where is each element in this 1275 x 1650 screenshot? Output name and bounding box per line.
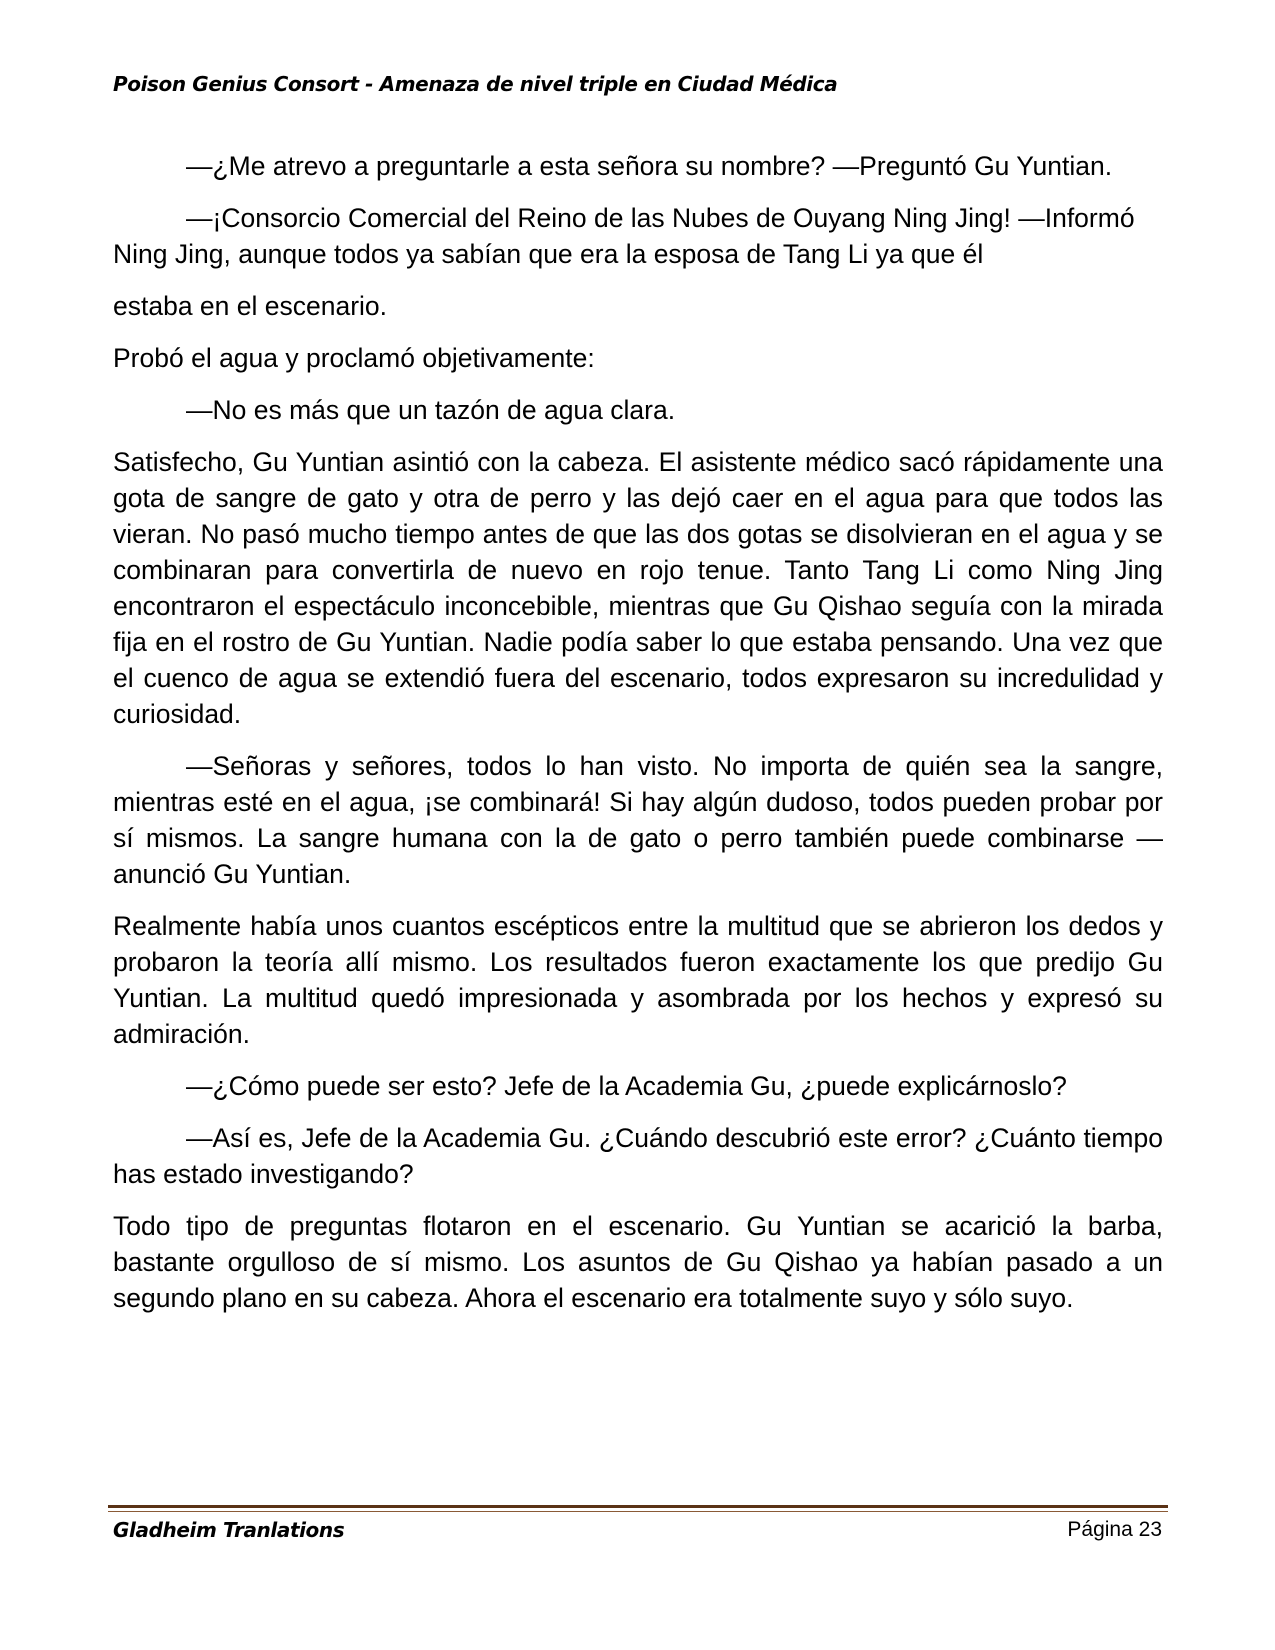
paragraph: —Así es, Jefe de la Academia Gu. ¿Cuándo descubrió este error? ¿Cuánto tiempo has estado investigando? — [113, 1123, 1163, 1189]
paragraph: Todo tipo de preguntas flotaron en el escenario. Gu Yuntian se acarició la barba, bastante orgulloso de sí mismo. Los asuntos de Gu Qishao ya habían pasado a un segundo plano en su cabeza. Ahora el escenario era totalmente suyo y sólo suyo. — [113, 1211, 1163, 1313]
paragraph: —Señoras y señores, todos lo han visto. No importa de quién sea la sangre, mientras esté en el agua, ¡se combinará! Si hay algún dudoso, todos pueden probar por sí mismos. La sangre humana con la de gato o perro también puede combinarse —anunció Gu Yuntian. — [113, 751, 1163, 889]
paragraph: Realmente había unos cuantos escépticos entre la multitud que se abrieron los dedos y probaron la teoría allí mismo. Los resultados fueron exactamente los que predijo Gu Yuntian. La multitud quedó impresionada y asombrada por los hechos y expresó su admiración. — [113, 911, 1163, 1049]
page-header-title: Poison Genius Consort - Amenaza de nivel triple en Ciudad Médica — [113, 72, 838, 96]
paragraph: Satisfecho, Gu Yuntian asintió con la cabeza. El asistente médico sacó rápidamente una gota de sangre de gato y otra de perro y las dejó caer en el agua para que todos las vieran. No pasó mucho tiempo antes de que las dos gotas se disolvieran en el agua y se combinaran para convertirla de nuevo en rojo tenue. Tanto Tang Li como Ning Jing encontraron el espectáculo inconcebible, mientras que Gu Qishao seguía con la mirada fija en el rostro de Gu Yuntian. Nadie podía saber lo que estaba pensando. Una vez que el cuenco de agua se extendió fuera del escenario, todos expresaron su incredulidad y curiosidad. — [113, 447, 1163, 729]
paragraph: Probó el agua y proclamó objetivamente: — [113, 343, 595, 373]
page-number: 23 — [1138, 1518, 1162, 1541]
footer-divider — [108, 1505, 1168, 1508]
paragraph: —¡Consorcio Comercial del Reino de las Nubes de Ouyang Ning Jing! —Informó Ning Jing, aunque todos ya sabían que era la esposa de Tang Li ya que él — [113, 203, 1135, 269]
paragraph: —¿Cómo puede ser esto? Jefe de la Academia Gu, ¿puede explicárnoslo? — [186, 1071, 1067, 1101]
paragraph: estaba en el escenario. — [113, 291, 388, 321]
page-label: Página — [1067, 1518, 1133, 1541]
paragraph: —¿Me atrevo a preguntarle a esta señora su nombre? —Preguntó Gu Yuntian. — [186, 151, 1113, 181]
footer-translator-credit: Gladheim Tranlations — [113, 1518, 345, 1542]
footer-page-number — [1067, 1518, 1162, 1542]
paragraph: —No es más que un tazón de agua clara. — [186, 395, 676, 425]
body-text — [113, 148, 1163, 1332]
footer-divider-thin — [108, 1511, 1168, 1512]
